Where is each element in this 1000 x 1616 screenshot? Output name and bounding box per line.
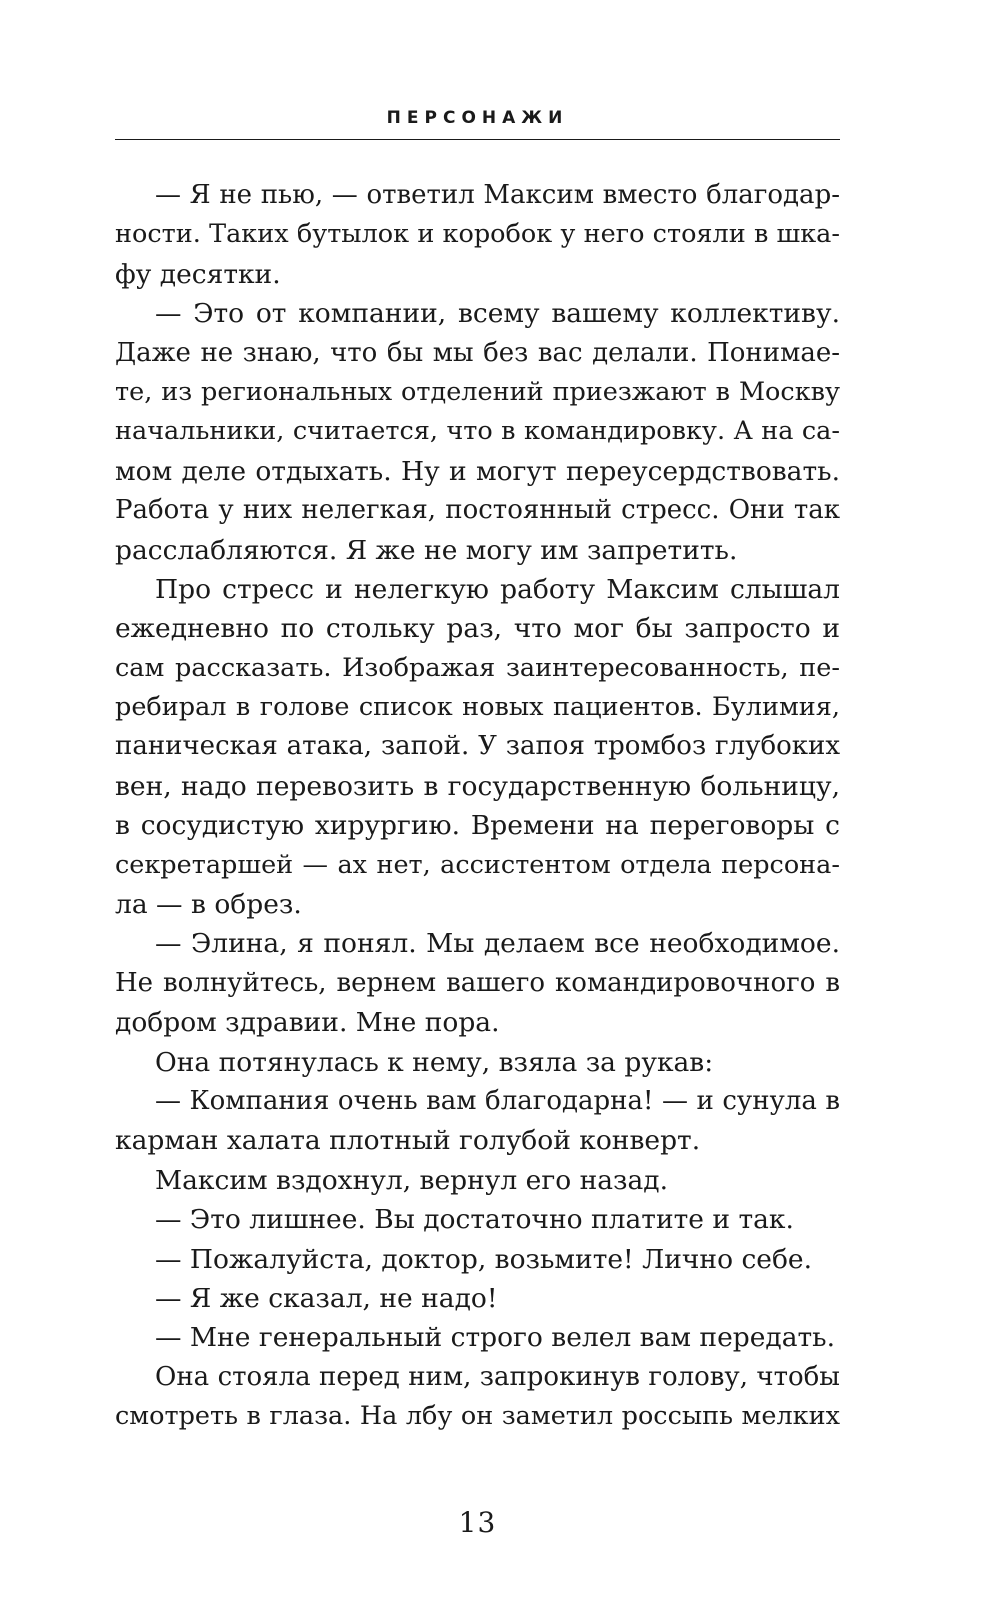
text-line: — Элина, я понял. Мы делаем все необходимое.	[155, 928, 840, 960]
page-number: 13	[458, 1506, 497, 1539]
text-line: паническая атака, запой. У запоя тромбоз глубоких	[115, 731, 840, 762]
text-line: мом деле отдыхать. Ну и могут переусердствовать.	[115, 455, 840, 487]
text-line: Не волнуйтесь, вернем вашего командировочного в	[115, 967, 840, 998]
body-text	[115, 176, 840, 1437]
text-line: расслабляются. Я же не могу им запретить.	[115, 534, 738, 566]
text-line: — Я же сказал, не надо!	[155, 1282, 498, 1314]
text-line: — Пожалуйста, доктор, возьмите! Лично себе.	[155, 1243, 813, 1275]
text-line: — Это от компании, всему вашему коллективу.	[155, 298, 840, 330]
text-line: — Мне генеральный строго велел вам передать.	[155, 1322, 836, 1354]
text-line: добром здравии. Мне пора.	[115, 1007, 500, 1039]
text-line: Она стояла перед ним, запрокинув голову, чтобы	[155, 1361, 840, 1392]
text-line: карман халата плотный голубой конверт.	[115, 1125, 701, 1157]
text-line: Максим вздохнул, вернул его назад.	[155, 1164, 669, 1196]
header-rule	[115, 139, 840, 140]
text-line: — Это лишнее. Вы достаточно платите и так.	[155, 1204, 794, 1236]
text-line: начальники, считается, что в командировку. А на са-	[115, 416, 840, 447]
text-line: в сосудистую хирургию. Времени на переговоры с	[115, 810, 840, 842]
text-line: секретаршей — ах нет, ассистентом отдела персона-	[115, 849, 840, 880]
text-line: вен, надо перевозить в государственную больницу,	[115, 770, 840, 802]
text-line: ребирал в голове список новых пациентов. Булимия,	[115, 692, 840, 723]
text-line: Про стресс и нелегкую работу Максим слышал	[155, 573, 840, 605]
text-line: те, из региональных отделений приезжают в Москву	[115, 376, 840, 407]
text-line: Даже не знаю, что бы мы без вас делали. Понимае-	[115, 337, 840, 368]
text-line: ности. Таких бутылок и коробок у него стояли в шка-	[115, 219, 840, 250]
text-line: Работа у них нелегкая, постоянный стресс. Они так	[115, 495, 840, 526]
text-line: ла — в обрез.	[115, 889, 302, 921]
text-line: смотреть в глаза. На лбу он заметил россыпь мелких	[115, 1401, 840, 1432]
text-line: — Я не пью, — ответил Максим вместо благодар-	[155, 180, 840, 210]
running-head: ПЕРСОНАЖИ	[386, 108, 569, 128]
text-line: — Компания очень вам благодарна! — и сунула в	[155, 1085, 840, 1116]
text-line: ежедневно по стольку раз, что мог бы запросто и	[115, 613, 840, 645]
text-line: фу десятки.	[115, 258, 281, 290]
text-line: Она потянулась к нему, взяла за рукав:	[155, 1046, 714, 1078]
text-line: сам рассказать. Изображая заинтересованность, пе-	[115, 652, 840, 683]
